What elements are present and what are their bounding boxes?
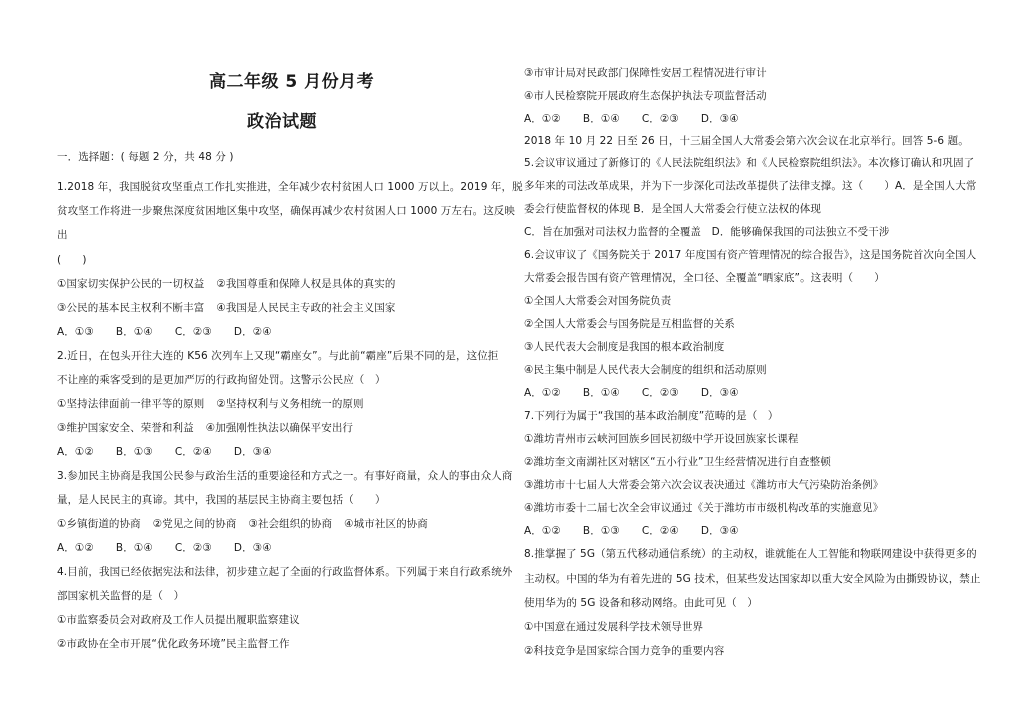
- q7-option-2: ②潍坊奎文南湖社区对辖区“五小行业”卫生经营情况进行自查整顿: [524, 456, 831, 468]
- q3-option-1: ①乡镇街道的协商: [57, 518, 141, 530]
- q1-choice-c: C．②③: [174, 326, 212, 338]
- q7-option-4: ④潍坊市委十二届七次全会审议通过《关于潍坊市市级机构改革的实施意见》: [524, 502, 884, 514]
- q2-line-2: 不让座的乘客受到的是更加严厉的行政拘留处罚。这警示公民应（ ）: [57, 374, 386, 386]
- q6-line-1: 6.会议审议了《国务院关于 2017 年度国有资产管理情况的综合报告》，这是国务院首次向全国人: [524, 249, 977, 261]
- q1-option-3: ③公民的基本民主权利不断丰富: [57, 302, 205, 314]
- q3-choice-c: C．②③: [174, 542, 212, 554]
- q6-choices: [524, 386, 739, 400]
- q4-choices: [524, 112, 739, 126]
- q1-line-1: 1.2018 年，我国脱贫攻坚重点工作扎实推进，全年减少农村贫困人口 1000 万以上。2019 年，脱: [57, 181, 523, 193]
- q4-choice-d: D．③④: [700, 113, 739, 125]
- q5-line-1: 5.会议审议通过了新修订的《人民法院组织法》和《人民检察院组织法》。本次修订确认和巩固了: [524, 157, 975, 169]
- q7-line-1: 7.下列行为属于“我国的基本政治制度”范畴的是（ ）: [524, 410, 779, 422]
- q7-choice-c: C．②④: [641, 525, 679, 537]
- q1-options-row-2: [57, 301, 395, 315]
- q6-choice-c: C．②③: [641, 387, 679, 399]
- q4-option-2: ②市政协在全市开展“优化政务环境”民主监督工作: [57, 638, 290, 650]
- q2-options-row-1: [57, 397, 364, 411]
- q7-option-1: ①潍坊青州市云峡河回族乡回民初级中学开设回族家长课程: [524, 433, 799, 445]
- q2-option-2: ②坚持权利与义务相统一的原则: [216, 398, 364, 410]
- q7-option-3: ③潍坊市十七届人大常委会第六次会议表决通过《潍坊市大气污染防治条例》: [524, 479, 884, 491]
- q6-option-2: ②全国人大常委会与国务院是互相监督的关系: [524, 318, 735, 330]
- q2-option-4: ④加强刚性执法以确保平安出行: [205, 422, 354, 434]
- q1-option-2: ②我国尊重和保障人权是具体的真实的: [216, 278, 396, 290]
- q8-line-2: 主动权。中国的华为有着先进的 5G 技术，但某些发达国家却以重大安全风险为由撕毁协议，禁止: [524, 573, 981, 585]
- q3-choice-b: B．①④: [115, 542, 153, 554]
- paper-subtitle: 政治试题: [247, 112, 317, 132]
- q2-option-3: ③维护国家安全、荣誉和利益: [57, 422, 194, 434]
- q4-option-4: ④市人民检察院开展政府生态保护执法专项监督活动: [524, 90, 767, 102]
- q6-choice-a: A．①②: [524, 387, 561, 399]
- q2-line-1: 2.近日，在包头开往大连的 K56 次列车上又现“霸座女”。与此前“霸座”后果不同的是，这位拒: [57, 350, 499, 362]
- q5-line-4: C．旨在加强对司法权力监督的全覆盖 D．能够确保我国的司法独立不受干涉: [524, 226, 890, 238]
- q8-line-3: 使用华为的 5G 设备和移动网络。由此可见（ ）: [524, 597, 758, 609]
- q5-line-3: 委会行使监督权的体现 B．是全国人大常委会行使立法权的体现: [524, 203, 821, 215]
- q2-choice-d: D．③④: [233, 446, 272, 458]
- q1-choice-d: D．②④: [233, 326, 272, 338]
- q4-choice-a: A．①②: [524, 113, 561, 125]
- q3-line-2: 量，是人民民主的真谛。其中，我国的基层民主协商主要包括（ ）: [57, 494, 386, 506]
- q5-line-2: 多年来的司法改革成果，并为下一步深化司法改革提供了法律支撑。这（ ）A．是全国人大常: [524, 180, 977, 192]
- q6-choice-d: D．③④: [700, 387, 739, 399]
- section-heading: 一．选择题：( 每题 2 分，共 48 分 ): [57, 151, 234, 163]
- q3-option-2: ②党见之间的协商: [152, 518, 237, 530]
- q3-choice-d: D．③④: [233, 542, 272, 554]
- q4-option-1: ①市监察委员会对政府及工作人员提出履职监察建议: [57, 614, 300, 626]
- q3-option-4: ④城市社区的协商: [344, 518, 428, 530]
- q8-line-1: 8.推掌握了 5G（第五代移动通信系统）的主动权，谁就能在人工智能和物联网建设中获得更多的: [524, 548, 977, 560]
- q6-choice-b: B．①④: [582, 387, 620, 399]
- q6-option-1: ①全国人大常委会对国务院负责: [524, 295, 672, 307]
- q2-options-row-2: [57, 421, 353, 435]
- q1-choice-b: B．①④: [115, 326, 153, 338]
- q7-choices: [524, 524, 739, 538]
- q3-choices: [57, 541, 272, 555]
- q2-choice-a: A．①②: [57, 446, 94, 458]
- q5-6-intro: 2018 年 10 月 22 日至 26 日，十三届全国人大常委会第六次会议在北京举行。回答 5-6 题。: [524, 135, 969, 147]
- q4-option-3: ③市审计局对民政部门保障性安居工程情况进行审计: [524, 67, 767, 79]
- q2-choices: [57, 445, 272, 459]
- q7-choice-b: B．①③: [582, 525, 620, 537]
- q4-choice-c: C．②③: [641, 113, 679, 125]
- q3-line-1: 3.参加民主协商是我国公民参与政治生活的重要途径和方式之一。有事好商量，众人的事由众人商: [57, 470, 513, 482]
- paper-title: 高二年级 5 月份月考: [209, 72, 375, 92]
- q7-choice-a: A．①②: [524, 525, 561, 537]
- q4-line-1: 4.目前，我国已经依据宪法和法律，初步建立起了全面的行政监督体系。下列属于来自行政系统外: [57, 566, 513, 578]
- q1-options-row-1: [57, 277, 395, 291]
- q8-option-1: ①中国意在通过发展科学技术领导世界: [524, 621, 704, 633]
- q3-option-3: ③社会组织的协商: [248, 518, 333, 530]
- q1-option-4: ④我国是人民民主专政的社会主义国家: [216, 302, 396, 314]
- q2-choice-b: B．①③: [115, 446, 153, 458]
- q2-option-1: ①坚持法律面前一律平等的原则: [57, 398, 205, 410]
- q3-choice-a: A．①②: [57, 542, 94, 554]
- q1-bracket: ( ): [57, 254, 87, 266]
- q8-option-2: ②科技竞争是国家综合国力竞争的重要内容: [524, 645, 725, 657]
- q1-choice-a: A．①③: [57, 326, 94, 338]
- q1-line-3: 出: [57, 229, 68, 241]
- q2-choice-c: C．②④: [174, 446, 212, 458]
- q1-choices: [57, 325, 272, 339]
- q1-option-1: ①国家切实保护公民的一切权益: [57, 278, 205, 290]
- q7-choice-d: D．③④: [700, 525, 739, 537]
- q6-option-3: ③人民代表大会制度是我国的根本政治制度: [524, 341, 725, 353]
- q4-choice-b: B．①④: [582, 113, 620, 125]
- q4-line-2: 部国家机关监督的是（ ）: [57, 590, 185, 602]
- q6-line-2: 大常委会报告国有资产管理情况，全口径、全覆盖“晒家底”。这表明（ ）: [524, 272, 885, 284]
- q3-options-row: [57, 517, 428, 531]
- q1-line-2: 贫攻坚工作将进一步聚焦深度贫困地区集中攻坚，确保再减少农村贫困人口 1000 万左右。这反映: [57, 205, 515, 217]
- q6-option-4: ④民主集中制是人民代表大会制度的组织和活动原则: [524, 364, 767, 376]
